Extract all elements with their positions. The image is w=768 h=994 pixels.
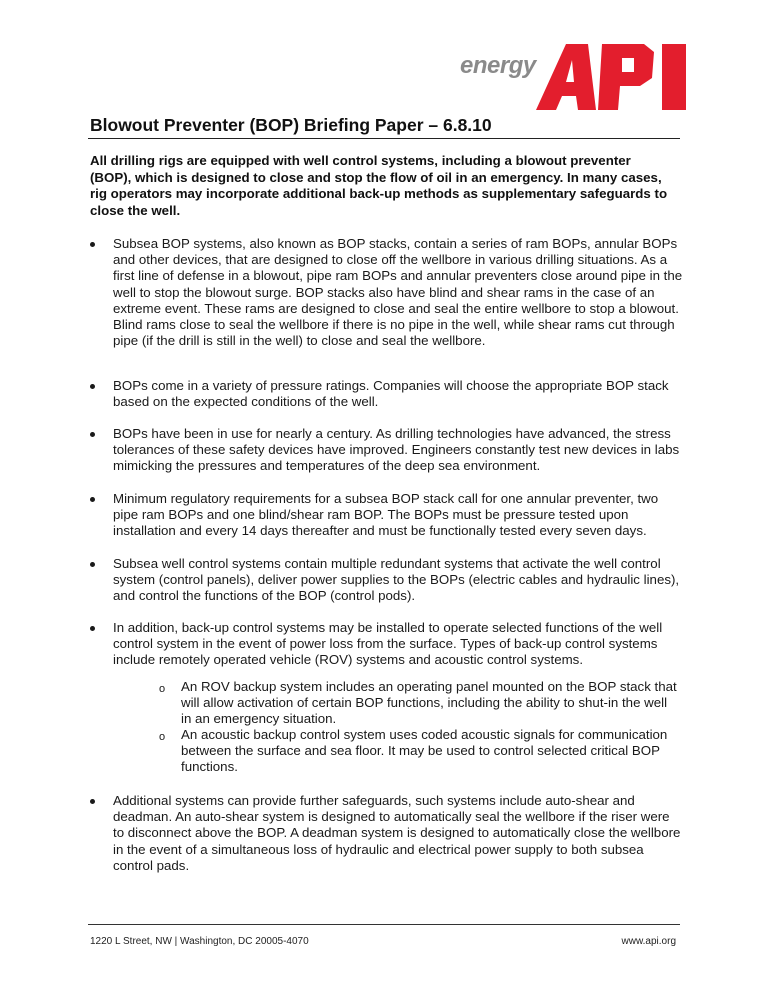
api-energy-logo [458,44,688,110]
bullet-marker [90,432,95,437]
bullet-item: BOPs come in a variety of pressure ratings. Companies will choose the appropriate BOP stack based on the expected conditions of the well. [113,378,669,410]
bullet-marker [90,384,95,389]
footer-divider [88,924,680,925]
bullet-marker [90,626,95,631]
bullet-item: Additional systems can provide further safeguards, such systems include auto-shear and deadman. An auto-shear system is designed to automatically seal the wellbore if the riser were to disconnect above the BOP. A deadman system is designed to automatically close the wellbore in the event of a simultaneous loss of hydraulic and electrical power supply to both subsea control pads. [113,793,681,873]
sub-bullet-item: An ROV backup system includes an operating panel mounted on the BOP stack that will allow activation of certain BOP functions, including the ability to shut-in the well in an emergency situation. [181,679,677,727]
logo-energy-wordmark: energy [460,52,536,79]
title-divider [88,138,680,139]
footer-website: www.api.org [621,936,676,947]
bullet-item: Subsea well control systems contain multiple redundant systems that activate the well control system (control panels), deliver power supplies to the BOPs (electric cables and hydraulic lines), and control the functions of the BOP (control pods). [113,556,680,604]
bullet-marker [90,562,95,567]
sub-bullet-marker: o [159,731,166,743]
bullet-marker [90,799,95,804]
bullet-marker [90,497,95,502]
sub-bullet-marker: o [159,683,166,695]
sub-bullet-item: An acoustic backup control system uses coded acoustic signals for communication between the surface and sea floor. It may be used to control selected critical BOP functions. [181,727,668,775]
page-title: Blowout Preventer (BOP) Briefing Paper – 6.8.10 [90,115,492,135]
bullet-marker [90,242,95,247]
bullet-item: BOPs have been in use for nearly a century. As drilling technologies have advanced, the stress tolerances of these safety devices have improved. Engineers constantly test new devices in labs mimicking the pressures and temperatures of the deep sea environment. [113,426,680,474]
bullet-item: In addition, back-up control systems may be installed to operate selected functions of the well control system in the event of power loss from the surface. Types of back-up control systems include remotely operated vehicle (ROV) systems and acoustic control systems. [113,620,663,668]
bullet-item: Minimum regulatory requirements for a subsea BOP stack call for one annular preventer, two pipe ram BOPs and one blind/shear ram BOP. The BOPs must be pressure tested upon installation and every 14 days thereafter and must be functionally tested every seven days. [113,491,659,539]
footer-address: 1220 L Street, NW | Washington, DC 20005-4070 [90,936,309,947]
bullet-item: Subsea BOP systems, also known as BOP stacks, contain a series of ram BOPs, annular BOPs and other devices, that are designed to close off the wellbore in various drilling situations. As a first line of defense in a blowout, pipe ram BOPs and annular preventers close around pipe in the well to stop the blowout surge. BOP stacks also have blind and shear rams in the case of an extreme event. These rams are designed to close and seal the entire wellbore to stop a blowout. Blind rams close to seal the wellbore if there is no pipe in the well, while shear rams cut through pipe (if the drill is still in the well) to close and seal the wellbore. [113,236,683,349]
api-logo-mark [536,44,688,110]
intro-paragraph: All drilling rigs are equipped with well control systems, including a blowout preventer (BOP), which is designed to close and stop the flow of oil in an emergency. In many cases, rig operators may incorporate additional back-up methods as supplementary safeguards to close the well. [90,153,668,218]
